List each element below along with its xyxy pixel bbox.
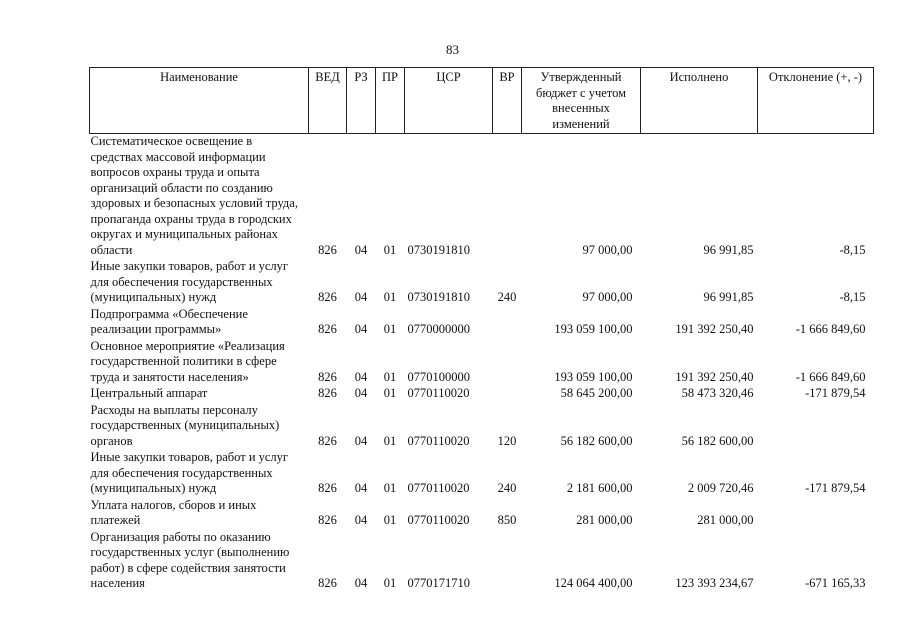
row-approved: 193 059 100,00	[554, 369, 633, 384]
row-executed: 281 000,00	[697, 513, 754, 527]
table-row	[90, 386, 874, 403]
row-approved: 56 182 600,00	[560, 433, 633, 448]
row-csr: 0770110020	[407, 433, 470, 448]
row-csr: 0730191810	[407, 242, 470, 257]
row-vr	[493, 530, 522, 593]
page-number: 83	[446, 42, 459, 57]
header-executed: Исполнено	[641, 68, 758, 134]
header-approved-budget: Утвержденный бюджет с учетом внесенных изменений	[522, 68, 641, 134]
row-pr: 01	[383, 290, 397, 304]
row-rz: 04	[354, 290, 368, 304]
row-pr: 01	[383, 322, 397, 336]
row-ved: 826	[318, 576, 337, 590]
row-ved: 826	[318, 322, 337, 336]
row-executed: 191 392 250,40	[675, 322, 754, 336]
row-deviation: -171 879,54	[805, 481, 866, 495]
table-row	[90, 530, 874, 593]
row-pr: 01	[383, 242, 397, 257]
row-deviation: -8,15	[839, 290, 866, 304]
row-name: Расходы на выплаты персоналу государственных (муниципальных) органов	[90, 402, 280, 448]
row-pr: 01	[383, 576, 397, 590]
row-executed: 96 991,85	[703, 290, 754, 304]
row-vr	[493, 134, 522, 260]
row-name: Систематическое освещение в средствах массовой информации вопросов охраны труда и опыта организаций области по созданию здоровых и безопасных условий труда, пропаганда охраны труда в городских округах и муниципальных районах области	[90, 134, 298, 257]
row-rz: 04	[354, 242, 368, 257]
row-executed: 56 182 600,00	[681, 433, 754, 448]
row-pr: 01	[383, 386, 397, 400]
table-row	[90, 339, 874, 387]
row-csr: 0770000000	[407, 322, 470, 336]
row-deviation: -1 666 849,60	[795, 369, 866, 384]
header-csr: ЦСР	[405, 68, 493, 134]
table-row	[90, 450, 874, 498]
header-ved: ВЕД	[309, 68, 347, 134]
row-name: Организация работы по оказанию государственных услуг (выполнению работ) в сфере содействия занятости населения	[90, 529, 290, 590]
budget-table	[89, 67, 874, 593]
row-vr	[493, 386, 522, 403]
row-name: Основное мероприятие «Реализация государственной политики в сфере труда и занятости населения»	[90, 338, 285, 384]
row-deviation: -671 165,33	[805, 576, 866, 590]
table-row	[90, 259, 874, 307]
table-row	[90, 134, 874, 260]
row-approved: 281 000,00	[576, 513, 633, 527]
table-row	[90, 403, 874, 451]
row-ved: 826	[318, 433, 337, 448]
row-csr: 0770110020	[407, 513, 470, 527]
row-pr: 01	[383, 513, 397, 527]
row-pr: 01	[383, 481, 397, 495]
row-executed: 2 009 720,46	[687, 481, 754, 495]
row-name: Иные закупки товаров, работ и услуг для обеспечения государственных (муниципальных) нужд	[90, 450, 289, 495]
row-vr	[493, 307, 522, 339]
row-deviation: -1 666 849,60	[795, 322, 866, 336]
row-executed: 123 393 234,67	[675, 576, 754, 590]
row-vr: 850	[497, 513, 517, 527]
row-vr: 120	[497, 433, 517, 448]
row-deviation: -171 879,54	[805, 386, 866, 400]
row-name: Иные закупки товаров, работ и услуг для обеспечения государственных (муниципальных) нужд	[90, 259, 289, 304]
header-deviation: Отклонение (+, -)	[758, 68, 874, 134]
row-rz: 04	[354, 576, 368, 590]
row-approved: 58 645 200,00	[560, 386, 633, 400]
row-ved: 826	[318, 369, 337, 384]
header-vr: ВР	[493, 68, 522, 134]
table-row	[90, 498, 874, 530]
row-executed: 58 473 320,46	[681, 386, 754, 400]
row-vr	[493, 339, 522, 387]
row-rz: 04	[354, 369, 368, 384]
row-csr: 0730191810	[407, 290, 470, 304]
row-vr: 240	[497, 290, 517, 304]
table-header-row	[90, 68, 874, 134]
row-approved: 193 059 100,00	[554, 322, 633, 336]
row-approved: 97 000,00	[582, 242, 633, 257]
row-deviation	[758, 498, 874, 530]
row-deviation	[758, 403, 874, 451]
row-csr: 0770100000	[407, 369, 470, 384]
row-pr: 01	[383, 369, 397, 384]
header-name: Наименование	[90, 68, 309, 134]
row-ved: 826	[318, 481, 337, 495]
row-csr: 0770110020	[407, 481, 470, 495]
row-csr: 0770110020	[407, 386, 470, 400]
row-executed: 96 991,85	[703, 242, 754, 257]
row-approved: 124 064 400,00	[554, 576, 633, 590]
row-rz: 04	[354, 322, 368, 336]
row-ved: 826	[318, 386, 337, 400]
row-vr: 240	[497, 481, 517, 495]
row-ved: 826	[318, 242, 337, 257]
row-approved: 2 181 600,00	[566, 481, 633, 495]
row-name: Подпрограмма «Обеспечение реализации программы»	[90, 306, 248, 336]
row-ved: 826	[318, 513, 337, 527]
header-pr: ПР	[376, 68, 405, 134]
row-csr: 0770171710	[407, 576, 470, 590]
row-rz: 04	[354, 481, 368, 495]
row-rz: 04	[354, 386, 368, 400]
header-rz: РЗ	[347, 68, 376, 134]
row-rz: 04	[354, 433, 368, 448]
row-executed: 191 392 250,40	[675, 369, 754, 384]
row-pr: 01	[383, 433, 397, 448]
row-deviation: -8,15	[839, 242, 866, 257]
row-name: Центральный аппарат	[90, 386, 208, 400]
row-ved: 826	[318, 290, 337, 304]
row-rz: 04	[354, 513, 368, 527]
row-name: Уплата налогов, сборов и иных платежей	[90, 497, 257, 527]
table-row	[90, 307, 874, 339]
row-approved: 97 000,00	[582, 290, 633, 304]
